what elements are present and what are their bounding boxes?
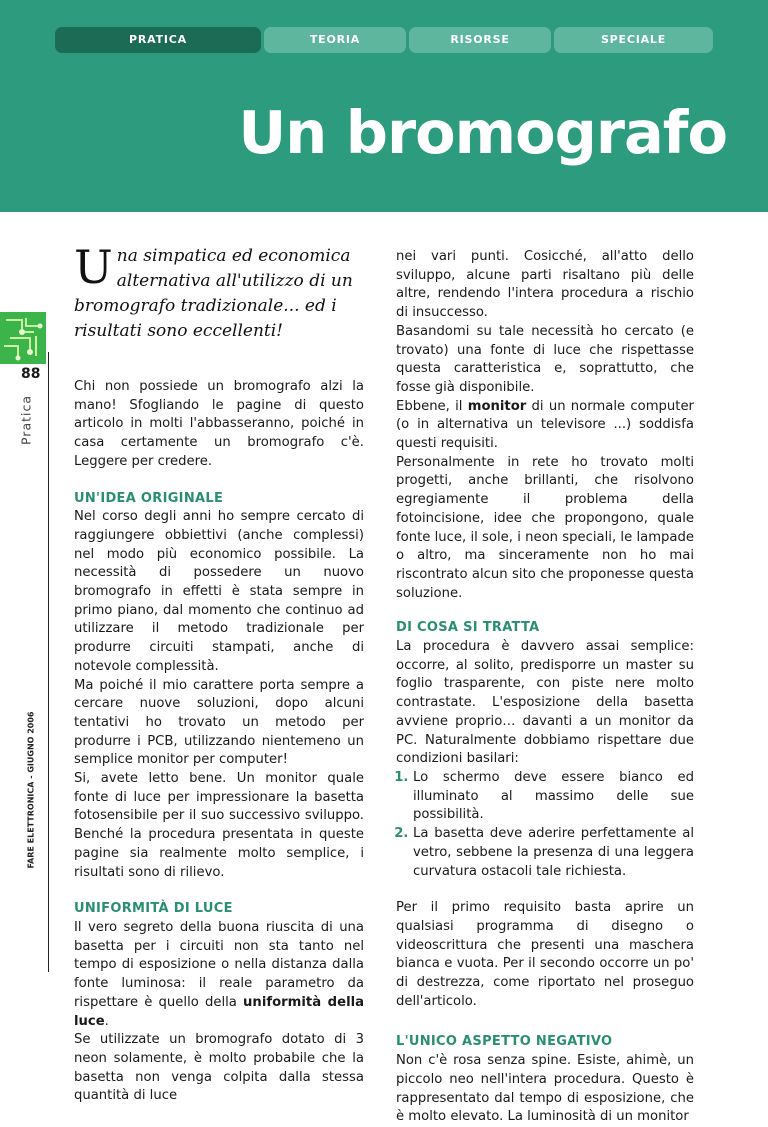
section-heading: DI COSA SI TRATTA [396, 620, 540, 636]
tab-speciale[interactable]: SPECIALE [554, 27, 713, 53]
section-heading: L'UNICO ASPETTO NEGATIVO [396, 1034, 613, 1050]
intro-paragraph: Chi non possiede un bromografo alzi la mano! Sfogliando le pagine di questo articolo in molti l'abbasseranno, poiché in casa certamente un bromografo c'è. Leggere per credere. [74, 379, 364, 469]
paragraph: Ma poiché il mio carattere porta sempre a cercare nuove soluzioni, dopo alcuni tentativi ho trovato un metodo per produrre i PCB, utilizzando nientemeno un semplice monitor per computer! [74, 677, 364, 768]
paragraph: Ebbene, il monitor di un normale computer (o in alternativa un televisore ...) soddisfa questi requisiti. [396, 398, 694, 452]
circuit-board-icon [0, 312, 46, 364]
bold-term: uniformità della luce [74, 994, 365, 1029]
left-column [74, 378, 364, 1106]
paragraph: Non c'è rosa senza spine. Esiste, ahimè, un piccolo neo nell'intera procedura. Questo è rappresentato dal tempo di esposizione, che è molto elevato. La luminosità di un monitor [396, 1053, 694, 1125]
page-title: Un bromografo [238, 98, 727, 167]
paragraph: Se utilizzate un bromografo dotato di 3 neon solamente, è molto probabile che la basetta non venga colpita dalla stessa quantità di luce [74, 1032, 364, 1104]
tab-teoria[interactable]: TEORIA [264, 27, 406, 53]
paragraph: Personalmente in rete ho trovato molti progetti, anche brillanti, che risolvono egregiamente il problema della fotoincisione, idee che propongono, quale fonte luce, il sole, i neon speciali, le lampade o altro, ma sinceramente non ho mai riscontrato alcun sito che proponesse questa soluzione. [396, 454, 694, 601]
paragraph: Il vero segreto della buona riuscita di una basetta per i circuiti non sta tanto nel tempo di esposizione o nella distanza dalla fonte luminosa: il reale parametro da rispettare è quello della uniformità della luce. [74, 919, 365, 1029]
tab-risorse[interactable]: RISORSE [409, 27, 551, 53]
paragraph: Nel corso degli anni ho sempre cercato di raggiungere obbiettivi (anche complessi) nel modo più economico possibile. La necessità di possedere un nuovo bromografo in effetti è stata sempre in primo piano, dal momento che continuo ad utilizzare il metodo tradizionale per produrre circuiti stampati, anche di notevole complessità. [74, 509, 364, 674]
paragraph: Per il primo requisito basta aprire un qualsiasi programma di disegno o videoscrittura che presenti una maschera bianca e vuota. Per il secondo occorre un po' di destrezza, come riportato nel proseguo dell'articolo. [396, 900, 694, 1009]
section-label: Pratica [18, 394, 34, 446]
magazine-label: FARE ELETTRONICA - GIUGNO 2006 [26, 711, 36, 869]
conditions-list [396, 769, 694, 881]
right-column [396, 248, 694, 1127]
lead-paragraph [74, 240, 364, 344]
paragraph: nei vari punti. Cosicché, all'atto dello sviluppo, alcune parti risaltano più delle altre, rendendo l'intera procedura a rischio di insuccesso. [396, 249, 694, 321]
paragraph: Basandomi su tale necessità ho cercato (e trovato) una fonte di luce che rispettasse questa caratteristica e, soprattutto, che fosse già disponibile. [396, 323, 694, 395]
paragraph: Si, avete letto bene. Un monitor quale fonte di luce per impressionare la basetta fotosensibile per il suo successivo sviluppo. Benché la procedura presentata in queste pagine sia realmente molto semplice, i risultati sono di rilievo. [74, 771, 364, 880]
list-item: 2. La basetta deve aderire perfettamente al vetro, sebbene la presenza di una leggera curvatura ostacoli tale richiesta. [413, 825, 694, 881]
header-band [0, 0, 768, 212]
sidebar-divider [48, 352, 49, 972]
bold-term: monitor [467, 398, 527, 414]
paragraph: La procedura è davvero assai semplice: occorre, al solito, predisporre un master su foglio trasparente, con piste nere molto contrastate. L'esposizione della basetta avviene proprio… davanti a un monitor da PC. Naturalmente dobbiamo rispettare due condizioni basilari: [396, 639, 694, 767]
page-number: 88 [21, 366, 41, 382]
section-heading: UN'IDEA ORIGINALE [74, 490, 224, 506]
lead-text: na simpatica ed economica alternativa all'utilizzo di un bromografo tradizionale... ed i risultati sono eccellenti! [74, 246, 353, 341]
list-item: 1. Lo schermo deve essere bianco ed illuminato al massimo delle sue possibilità. [413, 769, 694, 825]
tab-pratica[interactable]: PRATICA [55, 27, 261, 53]
drop-cap: U [74, 240, 113, 294]
section-heading: UNIFORMITÀ DI LUCE [74, 901, 233, 917]
